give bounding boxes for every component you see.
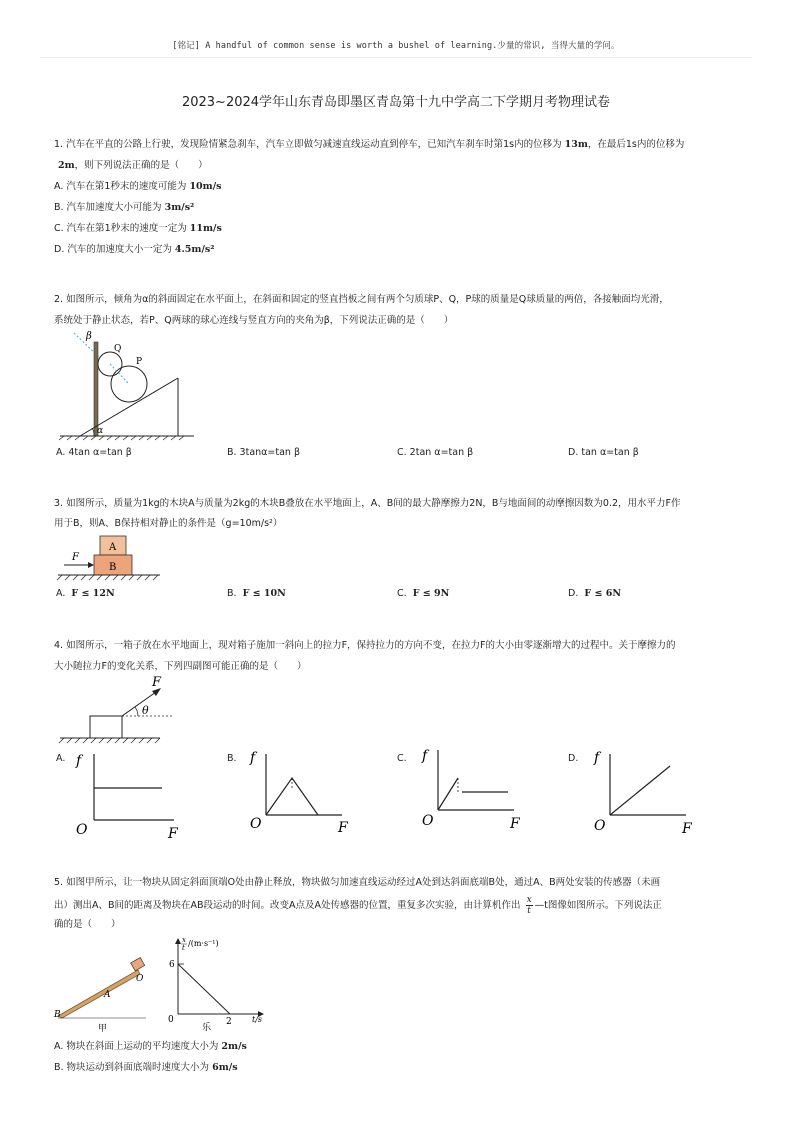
q5-stem-line1: 5. 如图甲所示，让一物块从固定斜面顶端O处由静止释放，物块做匀加速直线运动经过A处到达斜面底端B处，通过A、B两处安装的传感器（未画 (54, 877, 661, 888)
point-b-label: B (54, 1010, 61, 1020)
q4-stem-line2: 大小随拉力F的变化关系，下列四副图可能正确的是（ ） (54, 661, 307, 672)
graph-a-x-label: F (168, 826, 178, 842)
q4-box-figure (56, 672, 181, 747)
alpha-label: α (97, 426, 104, 436)
q4-option-d-label[interactable]: D. (568, 753, 579, 764)
graph-a-y-label: f (76, 753, 82, 769)
block-a-label: A (109, 542, 117, 553)
fig-yi-caption: 乐 (202, 1023, 212, 1033)
x-axis-label: t/s (252, 1015, 263, 1024)
q1-stem-line1: 1. 汽车在平直的公路上行驶，发现险情紧急刹车，汽车立即做匀减速直线运动直到停车，已知汽车刹车时第1s内的位移为 13m，在最后1s内的位移为 (54, 139, 685, 150)
q1-stem-line2: 2m，则下列说法正确的是（ ） (58, 160, 208, 171)
ball-p-label: P (136, 357, 143, 367)
q5-option-b[interactable]: B. 物块运动到斜面底端时速度大小为 6m/s (54, 1062, 238, 1073)
q2-option-d[interactable]: D. tan α=tan β (568, 447, 639, 458)
q4-option-b-label[interactable]: B. (227, 753, 237, 764)
q4-graph-a[interactable] (72, 748, 188, 840)
q1-option-c[interactable]: C. 汽车在第1秒末的速度一定为 11m/s (54, 223, 222, 234)
force-label-f: F (72, 552, 79, 563)
q4-graph-b[interactable] (246, 740, 362, 840)
q1-option-a[interactable]: A. 汽车在第1秒末的速度可能为 10m/s (54, 181, 222, 192)
q4-option-c-label[interactable]: C. (397, 753, 407, 764)
q3-option-d[interactable]: D. F ≤ 6N (568, 588, 622, 599)
q3-option-c[interactable]: C. F ≤ 9N (397, 588, 450, 599)
y-axis-unit: /(m·s⁻¹) (188, 939, 219, 948)
theta-label: θ (142, 704, 149, 717)
q2-stem-line2: 系统处于静止状态，若P、Q两球的球心连线与竖直方向的夹角为β，下列说法正确的是（ ） (54, 315, 454, 326)
pull-force-label: F (152, 675, 162, 690)
q2-option-b[interactable]: B. 3tanα=tan β (227, 447, 301, 458)
q1-option-b[interactable]: B. 汽车加速度大小可能为 3m/s² (54, 202, 195, 213)
graph-c-y-label: f (422, 748, 428, 764)
graph-c-origin: O (422, 813, 434, 829)
block-b-label: B (109, 562, 117, 573)
motto-banner: [铭记] A handful of common sense is worth a bushel of learning.少量的常识, 当得大量的学问。 (172, 41, 620, 51)
y-axis-frac-t: t (182, 944, 185, 952)
graph-d-origin: O (594, 818, 606, 834)
q4-stem-line1: 4. 如图所示，一箱子放在水平地面上，现对箱子施加一斜向上的拉力F，保持拉力的方向不变，在拉力F的大小由零逐渐增大的过程中。关于摩擦力的 (54, 640, 676, 651)
q3-stem-line2: 用于B，则A、B保持相对静止的条件是（g=10m/s²） (54, 518, 283, 529)
y-axis-frac-x: x (182, 936, 186, 944)
header-divider (40, 57, 752, 58)
q3-blocks-figure (56, 532, 166, 582)
fraction-x-over-t: $\frac{x}{t}$ (526, 895, 532, 916)
graph-d-x-label: F (682, 821, 692, 837)
q4-graph-d[interactable] (590, 740, 706, 840)
graph-b-origin: O (250, 816, 262, 832)
q4-graph-c[interactable] (418, 740, 534, 840)
q2-stem-line1: 2. 如图所示，倾角为α的斜面固定在水平面上，在斜面和固定的竖直挡板之间有两个匀质球P、Q，P球的质量是Q球质量的两倍，各接触面均光滑， (54, 294, 669, 305)
q5-stem-line2: 出）测出A、B间的距离及物块在AB段运动的时间。改变A点及A处传感器的位置，重复多次实验，由计算机作出 $\frac{x}{t}$ —t图像如图所示。下列说法正 (54, 895, 662, 916)
q5-figure-jia (54, 954, 154, 1034)
q2-option-a[interactable]: A. 4tan α=tan β (56, 447, 132, 458)
q5-stem-line3: 确的是（ ） (54, 919, 121, 930)
graph-b-x-label: F (338, 820, 348, 836)
q3-option-b[interactable]: B. F ≤ 10N (227, 588, 286, 599)
beta-label: β (86, 331, 92, 342)
point-a-label: A (104, 990, 111, 1000)
q5-figure-yi-graph (160, 934, 270, 1034)
q4-option-a-label[interactable]: A. (56, 753, 66, 764)
q2-option-c[interactable]: C. 2tan α=tan β (397, 447, 474, 458)
graph-a-origin: O (76, 822, 88, 838)
q5-option-a[interactable]: A. 物块在斜面上运动的平均速度大小为 2m/s (54, 1041, 247, 1052)
q3-stem-line1: 3. 如图所示，质量为1kg的木块A与质量为2kg的木块B叠放在水平地面上，A、B间的最大静摩擦力2N，B与地面间的动摩擦因数为0.2，用水平力F作 (54, 498, 681, 509)
fig-jia-caption: 甲 (98, 1024, 108, 1034)
q2-incline-figure (56, 328, 196, 440)
ball-q-label: Q (114, 344, 122, 354)
y-tick-6: 6 (169, 960, 175, 970)
graph-c-x-label: F (510, 816, 520, 832)
exam-title: 2023~2024学年山东青岛即墨区青岛第十九中学高二下学期月考物理试卷 (181, 95, 611, 110)
graph-b-y-label: f (250, 750, 256, 766)
origin-zero: 0 (168, 1015, 174, 1025)
q3-option-a[interactable]: A. F ≤ 12N (56, 588, 115, 599)
x-tick-2: 2 (226, 1017, 232, 1027)
graph-d-y-label: f (594, 750, 600, 766)
q1-option-d[interactable]: D. 汽车的加速度大小一定为 4.5m/s² (54, 244, 215, 255)
point-o-label: O (136, 974, 144, 984)
